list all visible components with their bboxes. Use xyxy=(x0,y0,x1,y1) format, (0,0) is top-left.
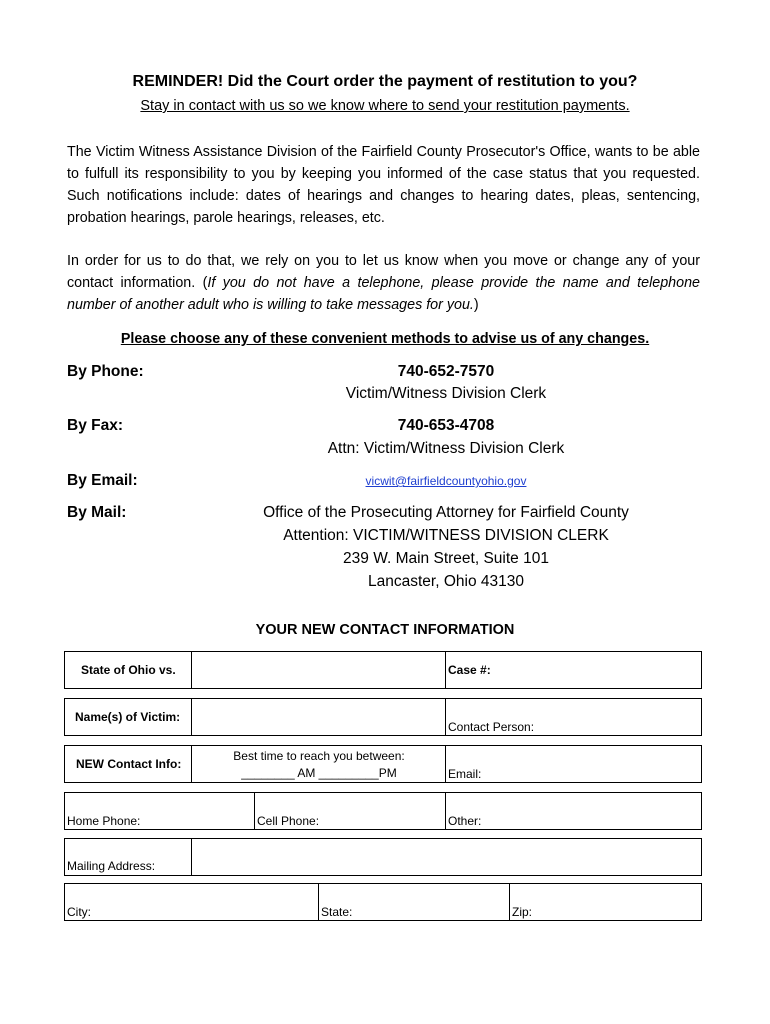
city-state-zip-row xyxy=(64,883,702,921)
email-field-label: Email: xyxy=(448,767,482,781)
email-label: By Email: xyxy=(67,472,138,489)
other-field[interactable] xyxy=(446,793,701,829)
instruction-text: In order for us to do that, we rely on you to let us know when you move or change any of your contact information. ( xyxy=(67,253,700,291)
other-label: Other: xyxy=(448,814,482,828)
telephone-note: If you do not have a telephone, please provide the name and telephone number of another adult who is willing to take messages for you. xyxy=(67,275,700,313)
phone-number: 740-652-7570 xyxy=(397,363,495,380)
mail-address-line-2: Attention: VICTIM/WITNESS DIVISION CLERK xyxy=(283,527,609,544)
city-label: City: xyxy=(67,905,91,919)
mail-address-line-4: Lancaster, Ohio 43130 xyxy=(368,573,524,590)
state-of-ohio-label: State of Ohio vs. xyxy=(81,663,176,677)
victim-names-label: Name(s) of Victim: xyxy=(75,710,181,724)
zip-label: Zip: xyxy=(512,905,533,919)
cell-phone-label: Cell Phone: xyxy=(257,814,320,828)
city-field[interactable] xyxy=(65,884,319,920)
case-row xyxy=(64,651,702,689)
methods-heading: Please choose any of these convenient methods to advise us of any changes. xyxy=(120,331,650,347)
new-contact-row xyxy=(64,745,702,783)
case-number-field[interactable] xyxy=(495,652,701,688)
phone-label: By Phone: xyxy=(67,363,144,380)
phone-row xyxy=(64,792,702,830)
contact-person-label: Contact Person: xyxy=(448,720,535,734)
home-phone-label: Home Phone: xyxy=(67,814,141,828)
defendant-field[interactable] xyxy=(192,652,446,688)
fax-number: 740-653-4708 xyxy=(397,417,495,434)
time-range-blanks: ________ AM _________PM xyxy=(241,766,397,780)
mail-label: By Mail: xyxy=(67,504,127,521)
page-subtitle: Stay in contact with us so we know where to send your restitution payments. xyxy=(140,98,630,114)
intro-paragraph: The Victim Witness Assistance Division of the Fairfield County Prosecutor's Office, wants to be able to fulfull its responsibility to you by keeping you informed of the case status that you requested. Such notifications include: dates of hearings and changes to hearing dates, pleas, sentencing, probation hearings, parole hearings, releases, etc. xyxy=(67,144,700,226)
case-number-label: Case #: xyxy=(448,663,491,677)
page-title: REMINDER! Did the Court order the payment of restitution to you? xyxy=(132,73,638,90)
new-contact-label: NEW Contact Info: xyxy=(76,757,182,771)
fax-label: By Fax: xyxy=(67,417,123,434)
best-time-label: Best time to reach you between: xyxy=(233,749,405,763)
mailing-address-field[interactable] xyxy=(192,839,701,875)
contact-person-field[interactable] xyxy=(545,699,701,735)
mailing-address-row xyxy=(64,838,702,876)
instruction-close: ) xyxy=(473,297,479,313)
instruction-paragraph xyxy=(67,250,700,316)
victim-names-field[interactable] xyxy=(192,699,446,735)
phone-note: Victim/Witness Division Clerk xyxy=(345,385,547,402)
mail-address-line-1: Office of the Prosecuting Attorney for Fairfield County xyxy=(263,504,629,521)
fax-note: Attn: Victim/Witness Division Clerk xyxy=(327,440,565,457)
state-label: State: xyxy=(321,905,353,919)
email-field[interactable] xyxy=(490,746,701,782)
mailing-address-label: Mailing Address: xyxy=(67,859,156,873)
zip-field[interactable] xyxy=(510,884,701,920)
email-link[interactable]: vicwit@fairfieldcountyohio.gov xyxy=(365,474,527,488)
form-title: YOUR NEW CONTACT INFORMATION xyxy=(255,622,515,638)
mail-address-line-3: 239 W. Main Street, Suite 101 xyxy=(343,550,549,567)
victim-row xyxy=(64,698,702,736)
